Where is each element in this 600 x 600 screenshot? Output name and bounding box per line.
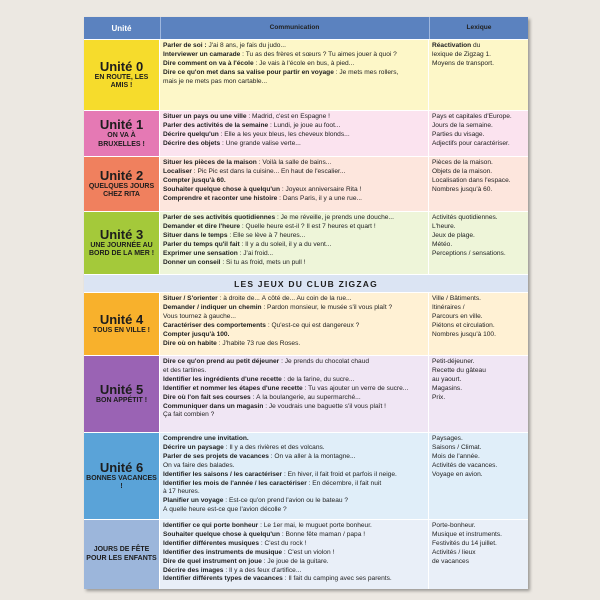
unit-title: Unité 3 [99, 226, 144, 242]
example-text: Activités / lieux [432, 548, 476, 556]
lexique-line [432, 331, 525, 340]
skill-label: Demander / indiquer un chemin [163, 303, 262, 311]
example-text: Localisation dans l'espace. [432, 176, 511, 184]
unit-cell [84, 40, 159, 110]
example-text: Porte-bonheur. [432, 522, 476, 529]
communication-cell [160, 111, 428, 156]
skill-label: Interviewer un camarade [163, 50, 241, 58]
skill-label: Dire où l'on fait ses courses [163, 393, 251, 401]
column-divider [159, 40, 160, 110]
example-text: Parties du visage. [432, 130, 485, 138]
example-text: : En décembre, il fait nuit [306, 479, 382, 487]
unit-subtitle: ON VA À BRUXELLES ! [98, 132, 145, 148]
example-text: : Je prends du chocolat chaud [279, 358, 370, 365]
communication-cell [160, 293, 428, 355]
lexique-line [432, 232, 525, 241]
lexique-line [432, 558, 525, 567]
communication-line [163, 471, 425, 480]
example-text: : On va aller à la montagne... [268, 452, 356, 460]
lexique-line [432, 385, 525, 394]
example-text: : Est-ce qu'on prend l'avion ou le bateau ? [223, 497, 349, 505]
lexique-line [432, 159, 525, 168]
unit-cell [84, 157, 159, 211]
example-text: : Qu'est-ce qui est dangereux ? [265, 321, 360, 329]
skill-label: Donner un conseil [163, 258, 221, 266]
example-text: : Il fait du camping avec ses parents. [282, 575, 392, 583]
example-text: : Une grande valise verte... [220, 139, 301, 147]
skill-label: Souhaiter quelque chose à quelqu'un [163, 530, 280, 538]
lexique-line [432, 42, 525, 51]
skill-label: Caractériser des comportements [163, 321, 266, 329]
unit-title: Unité 0 [99, 58, 144, 74]
example-text: : J'ai froid... [237, 249, 274, 257]
skill-label: Parler de soi : [163, 42, 207, 49]
lexique-cell [429, 40, 528, 110]
column-divider [428, 520, 429, 589]
example-text: Nombres jusqu'à 60. [432, 185, 493, 193]
example-text: : à droite de... À côté de... Au coin de la rue... [217, 295, 352, 302]
example-text: Adjectifs pour caractériser. [432, 139, 510, 147]
communication-cell [160, 433, 428, 519]
lexique-line [432, 250, 525, 259]
communication-line [163, 394, 425, 403]
skill-label: Identifier les mois de l'année / les caractériser [163, 479, 307, 487]
lexique-line [432, 549, 525, 558]
skill-label: Identifier différents types de vacances [163, 575, 283, 583]
example-text: : Je voudrais une baguette s'il vous plaît ! [263, 402, 386, 410]
communication-cell [160, 157, 428, 211]
column-divider [428, 293, 429, 355]
example-text: au yaourt. [432, 375, 462, 383]
communication-line [163, 113, 425, 122]
example-text: : Le 1er mai, le muguet porte bonheur. [258, 522, 372, 529]
example-text: du [471, 42, 481, 49]
unit-cell [84, 433, 159, 519]
example-text: : Je me réveille, je prends une douche... [275, 214, 394, 221]
skill-label: Demander et dire l'heure [163, 222, 241, 230]
communication-line [163, 60, 425, 69]
example-text: Petit-déjeuner. [432, 358, 475, 365]
communication-line [163, 131, 425, 140]
lexique-line [432, 540, 525, 549]
lexique-line [432, 358, 525, 367]
unit-cell [84, 212, 159, 274]
example-text: Prix. [432, 393, 446, 401]
unit-title: Unité 4 [99, 311, 144, 327]
lexique-line [432, 471, 525, 480]
communication-cell [160, 520, 428, 589]
skill-label: Réactivation [432, 42, 472, 49]
column-divider [428, 111, 429, 156]
example-text: Météo. [432, 240, 453, 248]
communication-line [163, 69, 425, 78]
communication-line [163, 376, 425, 385]
skill-label: Dire de quel instrument on joue [163, 557, 262, 565]
example-text: Recette du gâteau [432, 366, 486, 374]
example-text: : Joyeux anniversaire Rita ! [279, 185, 362, 193]
communication-line [163, 140, 425, 149]
communication-line [163, 322, 425, 331]
skill-label: Dire comment on va à l'école [163, 59, 254, 67]
communication-line [163, 575, 425, 584]
communication-line [163, 177, 425, 186]
header-unite: Unité [111, 23, 132, 33]
example-text: Pièces de la maison. [432, 159, 493, 166]
example-text: : J'habite 73 rue des Roses. [216, 339, 301, 347]
lexique-cell [429, 293, 528, 355]
communication-line [163, 435, 425, 444]
example-text: Objets de la maison. [432, 167, 493, 175]
communication-line [163, 159, 425, 168]
header-communication: Communication [160, 17, 428, 39]
skill-label: Identifier des instruments de musique [163, 548, 283, 556]
unit-row [84, 356, 528, 432]
unit-cell [84, 520, 159, 589]
lexique-line [432, 186, 525, 195]
lexique-line [432, 322, 525, 331]
example-text: : Tu as des frères et sœurs ? Tu aimes jouer à quoi ? [240, 50, 397, 58]
example-text: et des tartines. [163, 366, 207, 374]
example-text: : Je vais à l'école en bus, à pied... [253, 59, 355, 67]
lexique-cell [429, 520, 528, 589]
example-text: : Pardon monsieur, le musée s'il vous plaît ? [261, 303, 393, 311]
skill-label: Identifier différentes musiques [163, 539, 259, 547]
unit-subtitle: EN ROUTE, LES AMIS ! [94, 73, 149, 89]
example-text: : Il y a des feux d'artifice... [223, 566, 302, 574]
lexique-line [432, 444, 525, 453]
example-text: Nombres jusqu'à 100. [432, 330, 496, 338]
lexique-line [432, 60, 525, 69]
unit-subtitle: UNE JOURNÉE AU BORD DE LA MER ! [88, 241, 155, 257]
column-divider [159, 212, 160, 274]
skill-label: Comprendre et raconter une histoire [163, 194, 278, 202]
skill-label: Situer dans le temps [163, 231, 228, 239]
example-text: : Tu vas ajouter un verre de sucre... [302, 384, 409, 392]
skill-label: Planifier un voyage [163, 497, 224, 505]
skill-label: Souhaiter quelque chose à quelqu'un [163, 185, 280, 193]
lexique-line [432, 241, 525, 250]
skill-label: Situer / S'orienter [163, 295, 218, 302]
lexique-line [432, 177, 525, 186]
skill-label: Localiser [163, 167, 192, 175]
example-text: Itinéraires / [432, 303, 465, 311]
lexique-line [432, 295, 525, 304]
example-text: L'heure. [432, 222, 456, 230]
column-divider [428, 356, 429, 432]
communication-cell [160, 212, 428, 274]
example-text: : Je mets mes rollers, [333, 68, 399, 76]
skill-label: Décrire des images [163, 566, 224, 574]
communication-line [163, 497, 425, 506]
lexique-line [432, 223, 525, 232]
example-text: : Elle a les yeux bleus, les cheveux blonds... [218, 130, 350, 138]
example-text: : Pic Pic est dans la cuisine... En haut de l'escalier... [191, 167, 346, 175]
skill-label: Dire ce qu'on prend au petit déjeuner [163, 358, 280, 365]
unit-cell [84, 356, 159, 432]
unit-subtitle: TOUS EN VILLE ! [92, 326, 151, 334]
communication-cell [160, 356, 428, 432]
lexique-line [432, 462, 525, 471]
column-divider [428, 433, 429, 519]
example-text: : Quelle heure est-il ? Il est 7 heures et quart ! [240, 222, 376, 230]
example-text: Saisons / Climat. [432, 443, 482, 451]
unit-row [84, 157, 528, 211]
example-text: : À la boulangerie, au supermarché... [250, 393, 361, 401]
column-divider [159, 520, 160, 589]
communication-line [163, 358, 425, 367]
skill-label: Parler de ses activités quotidiennes [163, 214, 276, 221]
communication-line [163, 232, 425, 241]
lexique-line [432, 522, 525, 531]
example-text: Jours de la semaine. [432, 121, 493, 129]
skill-label: Identifier les saisons / les caractériser [163, 470, 283, 478]
progression-table [84, 17, 528, 589]
skill-label: Décrire des objets [163, 139, 221, 147]
lexique-line [432, 51, 525, 60]
communication-line [163, 367, 425, 376]
example-text: lexique de Zigzag 1. [432, 50, 492, 58]
unit-title: Unité 5 [99, 381, 144, 397]
lexique-line [432, 435, 525, 444]
lexique-cell [429, 157, 528, 211]
lexique-line [432, 122, 525, 131]
communication-line [163, 223, 425, 232]
communication-line [163, 331, 425, 340]
example-text: : Bonne fête maman / papa ! [279, 530, 366, 538]
example-text: mais je ne mets pas mon cartable... [163, 77, 268, 85]
skill-label: Compter jusqu'à 100. [163, 330, 230, 338]
unit-row [84, 520, 528, 589]
example-text: Moyens de transport. [432, 59, 494, 67]
lexique-line [432, 140, 525, 149]
example-text: Ça fait combien ? [163, 411, 215, 419]
example-text: Magasins. [432, 384, 463, 392]
communication-line [163, 540, 425, 549]
lexique-line [432, 313, 525, 322]
example-text: : Je joue de la guitare. [261, 557, 329, 565]
communication-line [163, 488, 425, 497]
unit-title: Unité 6 [99, 459, 144, 475]
example-text: : Madrid, c'est en Espagne ! [246, 113, 330, 120]
example-text: Jeux de plage. [432, 231, 475, 239]
example-text: Ville / Bâtiments. [432, 295, 481, 302]
example-text: Activités quotidiennes. [432, 214, 498, 221]
column-divider [159, 356, 160, 432]
lexique-line [432, 304, 525, 313]
skill-label: Communiquer dans un magasin [163, 402, 264, 410]
skill-label: Comprendre une invitation. [163, 435, 249, 442]
communication-line [163, 522, 425, 531]
skill-label: Décrire un paysage [163, 443, 224, 451]
unit-subtitle: BON APPÉTIT ! [95, 396, 148, 404]
column-divider [159, 157, 160, 211]
example-text: Festivités du 14 juillet. [432, 539, 497, 547]
header-lexique: Lexique [429, 17, 528, 39]
lexique-line [432, 376, 525, 385]
lexique-line [432, 367, 525, 376]
communication-line [163, 168, 425, 177]
example-text: : En hiver, il fait froid et parfois il neige. [282, 470, 397, 478]
column-divider [159, 111, 160, 156]
skill-label: Identifier ce qui porte bonheur [163, 522, 259, 529]
communication-line [163, 122, 425, 131]
example-text: : Il y a du soleil, il y a du vent... [239, 240, 332, 248]
communication-line [163, 241, 425, 250]
column-divider [428, 212, 429, 274]
unit-title: Unité 2 [99, 167, 144, 183]
communication-line [163, 444, 425, 453]
example-text: Musique et instruments. [432, 530, 502, 538]
communication-line [163, 214, 425, 223]
communication-line [163, 506, 425, 515]
communication-line [163, 340, 425, 349]
skill-label: Identifier les ingrédients d'une recette [163, 375, 282, 383]
unit-row [84, 212, 528, 274]
communication-line [163, 51, 425, 60]
column-divider [428, 157, 429, 211]
column-divider [428, 40, 429, 110]
example-text: de vacances [432, 557, 470, 565]
example-text: Mois de l'année. [432, 452, 480, 460]
communication-cell [160, 40, 428, 110]
communication-line [163, 531, 425, 540]
lexique-line [432, 394, 525, 403]
example-text: On va faire des balades. [163, 461, 235, 469]
example-text: Paysages. [432, 435, 463, 442]
example-text: : Il y a des rivières et des volcans. [223, 443, 325, 451]
example-text: Voyage en avion. [432, 470, 483, 478]
communication-line [163, 78, 425, 87]
communication-line [163, 385, 425, 394]
example-text: Pays et capitales d'Europe. [432, 113, 512, 120]
column-divider [159, 433, 160, 519]
example-text: À quelle heure est-ce que l'avion décolle ? [163, 506, 287, 514]
skill-label: Décrire quelqu'un [163, 130, 219, 138]
example-text: : C'est un violon ! [282, 548, 335, 556]
communication-line [163, 195, 425, 204]
unit-subtitle: BONNES VACANCES ! [86, 474, 157, 490]
lexique-line [432, 531, 525, 540]
example-text: J'ai 8 ans, je fais du judo... [206, 42, 286, 49]
communication-line [163, 295, 425, 304]
skill-label: Dire où on habite [163, 339, 217, 347]
unit-subtitle: JOURS DE FÊTE POUR LES ENFANTS [86, 546, 157, 562]
skill-label: Identifier et nommer les étapes d'une recette [163, 384, 303, 392]
lexique-cell [429, 212, 528, 274]
lexique-cell [429, 433, 528, 519]
lexique-cell [429, 111, 528, 156]
example-text: Perceptions / sensations. [432, 249, 506, 257]
communication-line [163, 567, 425, 576]
example-text: à 17 heures. [163, 488, 200, 496]
communication-line [163, 42, 425, 51]
skill-label: Exprimer une sensation [163, 249, 238, 257]
example-text: : Elle se lève à 7 heures... [227, 231, 306, 239]
unit-row [84, 40, 528, 110]
example-text: : de la farine, du sucre... [281, 375, 355, 383]
communication-line [163, 250, 425, 259]
unit-subtitle: QUELQUES JOURS CHEZ RITA [88, 182, 155, 198]
communication-line [163, 453, 425, 462]
communication-line [163, 462, 425, 471]
communication-line [163, 403, 425, 412]
example-text: Parcours en ville. [432, 312, 483, 320]
communication-line [163, 480, 425, 489]
example-text: : Si tu as froid, mets un pull ! [220, 258, 306, 266]
example-text: : Dans Paris, il y a une rue... [277, 194, 362, 202]
example-text: Piétons et circulation. [432, 321, 495, 329]
lexique-line [432, 113, 525, 122]
skill-label: Parler des activités de la semaine [163, 121, 269, 129]
skill-label: Compter jusqu'à 60. [163, 176, 226, 184]
column-divider [159, 293, 160, 355]
lexique-line [432, 131, 525, 140]
example-text: Activités de vacances. [432, 461, 498, 469]
skill-label: Parler de ses projets de vacances [163, 452, 269, 460]
table-header [84, 17, 528, 39]
example-text: : Voilà la salle de bains... [256, 159, 332, 166]
communication-line [163, 549, 425, 558]
example-text: Vous tournez à gauche... [163, 312, 236, 320]
communication-line [163, 313, 425, 322]
example-text: : Lundi, je joue au foot... [268, 121, 341, 129]
skill-label: Situer un pays ou une ville [163, 113, 247, 120]
skill-label: Parler du temps qu'il fait [163, 240, 240, 248]
communication-line [163, 259, 425, 268]
unit-cell [84, 111, 159, 156]
example-text: : C'est du rock ! [259, 539, 307, 547]
communication-line [163, 304, 425, 313]
unit-row [84, 111, 528, 156]
lexique-line [432, 453, 525, 462]
unit-row [84, 293, 528, 355]
lexique-cell [429, 356, 528, 432]
lexique-line [432, 168, 525, 177]
skill-label: Situer les pièces de la maison [163, 159, 257, 166]
skill-label: Dire ce qu'on met dans sa valise pour partir en voyage [163, 68, 334, 76]
communication-line [163, 186, 425, 195]
unit-title: Unité 1 [99, 117, 144, 132]
unit-cell [84, 293, 159, 355]
communication-line [163, 411, 425, 420]
lexique-line [432, 214, 525, 223]
communication-line [163, 558, 425, 567]
unit-row [84, 433, 528, 519]
interlude-banner: LES JEUX DU CLUB ZIGZAG [84, 275, 528, 292]
